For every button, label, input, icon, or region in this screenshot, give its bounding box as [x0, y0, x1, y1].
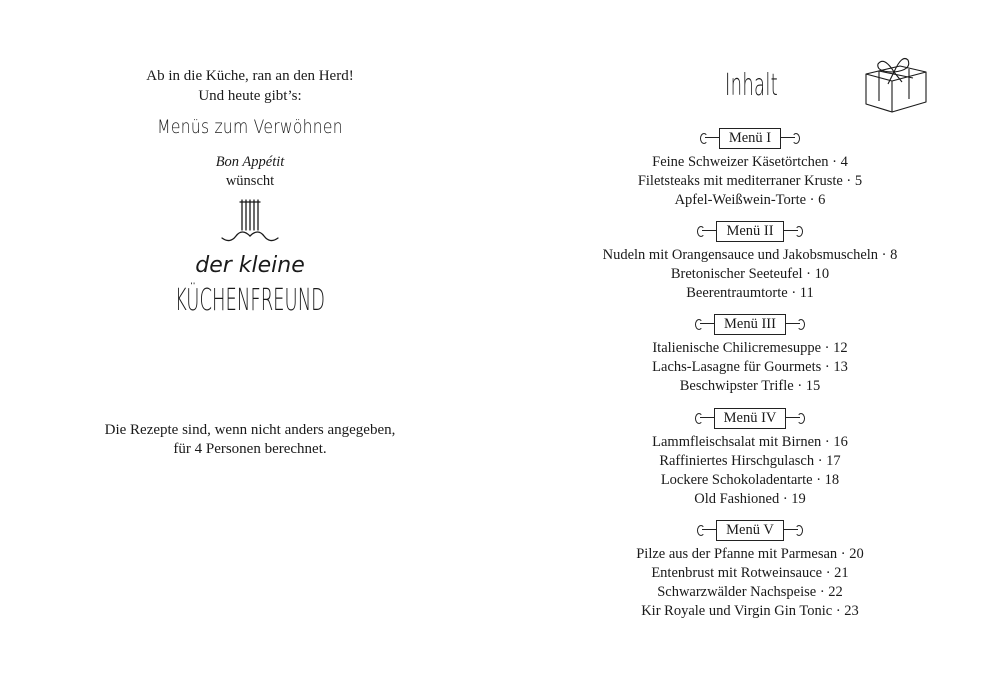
intro-line-2: Und heute gibt’s:: [198, 88, 302, 104]
right-page: [500, 0, 1000, 696]
menu-label: Menü I: [719, 128, 781, 149]
toc-entry: Lockere Schokoladentarte · 18: [660, 472, 840, 488]
menu-banner: [714, 408, 787, 430]
toc-entry: Filetsteaks mit mediterraner Kruste · 5: [637, 173, 863, 189]
toc-entry: Beschwipster Trifle · 15: [679, 378, 821, 394]
menu-section-2: [500, 221, 1000, 303]
toc-entry: Old Fashioned · 19: [694, 491, 806, 507]
menu-banner: [716, 221, 783, 243]
bon-appetit-block: [0, 153, 500, 191]
toc-entry: Schwarzwälder Nachspeise · 22: [657, 584, 843, 600]
menu-banner: [719, 128, 781, 150]
toc-title: Inhalt: [725, 68, 779, 103]
menu-label: Menü II: [716, 221, 783, 242]
menu-label: Menü V: [716, 520, 784, 541]
toc-entry: Bretonischer Seeteufel · 10: [670, 266, 830, 282]
toc-entry: Lachs-Lasagne für Gourmets · 13: [652, 359, 848, 375]
toc-entry: Lammfleischsalat mit Birnen · 16: [652, 434, 848, 450]
menu-section-4: [500, 408, 1000, 509]
intro-line-1: Ab in die Küche, ran an den Herd!: [146, 68, 354, 84]
toc-entry: Beerentraumtorte · 11: [686, 285, 814, 301]
toc-entry: Kir Royale und Virgin Gin Tonic · 23: [641, 603, 859, 619]
kuechenfreund-logo: [150, 198, 426, 328]
logo-line-1: der kleine: [195, 253, 305, 278]
menu-banner: [716, 520, 784, 542]
wishes-text: wünscht: [225, 173, 275, 189]
toc-entry: Raffiniertes Hirschgulasch · 17: [659, 453, 841, 469]
menu-section-5: [500, 520, 1000, 621]
toc-entry: Feine Schweizer Käsetörtchen · 4: [652, 154, 848, 170]
menu-label: Menü IV: [714, 408, 787, 429]
bon-appetit: Bon Appétit: [215, 154, 285, 170]
intro-text: [0, 66, 500, 106]
menus-title: Menüs zum Verwöhnen: [157, 116, 343, 138]
menu-section-1: [500, 128, 1000, 210]
gift-box-icon: [860, 52, 930, 116]
note-line-2: für 4 Personen berechnet.: [173, 441, 327, 457]
menu-section-3: [500, 314, 1000, 396]
toc-entry: Pilze aus der Pfanne mit Parmesan · 20: [636, 546, 864, 562]
note-line-1: Die Rezepte sind, wenn nicht anders angegeben,: [104, 422, 396, 438]
chef-hat-mustache-icon: [222, 200, 278, 241]
toc-entry: Entenbrust mit Rotweinsauce · 21: [651, 565, 849, 581]
toc-entry: Italienische Chilicremesuppe · 12: [652, 340, 848, 356]
menu-label: Menü III: [714, 314, 786, 335]
menu-banner: [714, 314, 786, 336]
servings-note: [0, 421, 500, 459]
toc-entry: Nudeln mit Orangensauce und Jakobsmuscheln · 8: [602, 247, 898, 263]
logo-line-2: KÜCHENFREUND: [175, 283, 426, 318]
toc-entry: Apfel-Weißwein-Torte · 6: [674, 192, 826, 208]
